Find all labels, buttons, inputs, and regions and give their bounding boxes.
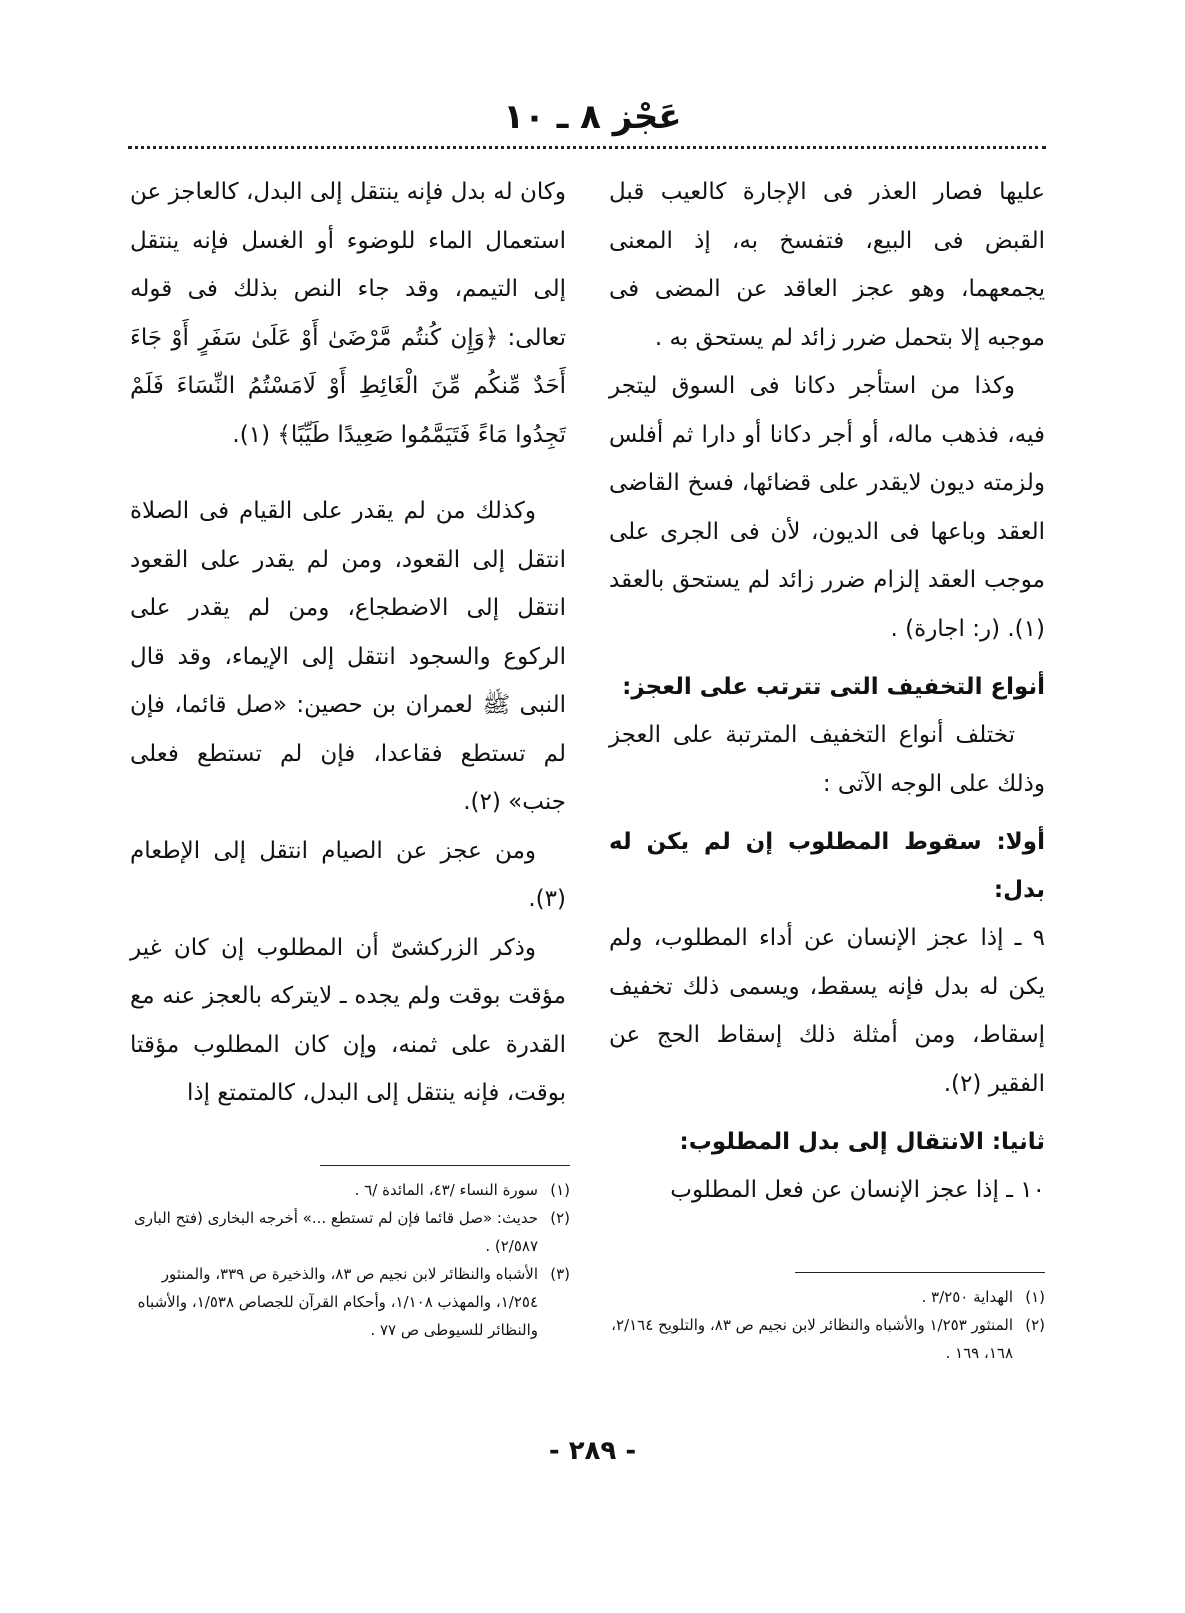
paragraph: تختلف أنواع التخفيف المترتبة على العجز وذلك على الوجه الآتى : (609, 722, 1045, 797)
right-column (609, 168, 1045, 1215)
paragraph: عليها فصار العذر فى الإجارة كالعيب قبل القبض فى البيع، فتفسخ به، إذ المعنى يجمعهما، وهو عجز العاقد عن المضى فى موجبه إلا بتحمل ضرر زائد لم يستحق به . (609, 179, 1045, 351)
paragraph: ومن عجز عن الصيام انتقل إلى الإطعام (٣). (130, 837, 566, 912)
paragraph: وكذا من استأجر دكانا فى السوق ليتجر فيه، فذهب ماله، أو أجر دكانا أو دارا ثم أفلس ولزمته ديون لايقدر على قضائها، فسخ القاضى العقد وباعها فى الديون، لأن فى الجرى على موجب العقد إلزام ضرر زائد لم يستحق بالعقد (١). (ر: اجارة) . (609, 373, 1045, 642)
paragraph: وذكر الزركشىّ أن المطلوب إن كان غير مؤقت بوقت ولم يجده ـ لايتركه بالعجز عنه مع القدرة على ثمنه، وإن كان المطلوب مؤقتا بوقت، فإنه ينتقل إلى البدل، كالمتمتع إذا (130, 934, 566, 1106)
footnotes-left (130, 1159, 570, 1344)
footnote-number: (١) (1025, 1288, 1045, 1306)
footnote (130, 1204, 570, 1260)
page-number: - ٢٨٩ - (548, 1436, 637, 1466)
paragraph: ٩ ـ إذا عجز الإنسان عن أداء المطلوب، ولم يكن له بدل فإنه يسقط، ويسمى ذلك تخفيف إسقاط، ومن أمثلة ذلك إسقاط الحج عن الفقير (٢). (609, 925, 1045, 1097)
footnote-text: حديث: «صل قائما فإن لم تستطع ...» أخرجه البخارى (فتح البارى ٢/٥٨٧) . (134, 1209, 538, 1255)
footnote-text: الهداية ٣/٢٥٠ . (921, 1288, 1013, 1306)
footnote (130, 1176, 570, 1204)
footnote-number: (٢) (1025, 1316, 1045, 1334)
paragraph: ١٠ ـ إذا عجز الإنسان عن فعل المطلوب (670, 1177, 1045, 1203)
left-column (130, 168, 566, 1118)
footnote-number: (١) (550, 1181, 570, 1199)
footnote-text: الأشباه والنظائر لابن نجيم ص ٨٣، والذخيرة ص ٣٣٩، والمنثور ١/٢٥٤، والمهذب ١/١٠٨، وأحكام القرآن للجصاص ١/٥٣٨، والأشباه والنظائر للسيوطى ص ٧٧ . (137, 1265, 538, 1339)
footnotes-right (609, 1266, 1045, 1367)
footnote-number: (٣) (550, 1265, 570, 1283)
header-divider (128, 146, 1046, 149)
footnote (609, 1283, 1045, 1311)
footnote-divider (320, 1165, 570, 1166)
page-header: عَجْز ٨ ـ ١٠ (503, 97, 682, 137)
paragraph: وكذلك من لم يقدر على القيام فى الصلاة انتقل إلى القعود، ومن لم يقدر على القعود انتقل إلى الاضطجاع، ومن لم يقدر على الركوع والسجود انتقل إلى الإيماء، وقد قال النبى ﷺ لعمران بن حصين: «صل قائما، فإن لم تستطع فقاعدا، فإن لم تستطع فعلى جنب» (٢). (130, 498, 566, 815)
footnote-text: سورة النساء /٤٣، المائدة /٦ . (354, 1181, 538, 1199)
section-heading: ثانيا: الانتقال إلى بدل المطلوب: (679, 1129, 1045, 1155)
footnote (130, 1260, 570, 1344)
section-heading: أولا: سقوط المطلوب إن لم يكن له بدل: (609, 829, 1045, 903)
section-heading: أنواع التخفيف التى تترتب على العجز: (622, 674, 1045, 700)
footnote-number: (٢) (550, 1209, 570, 1227)
paragraph: وكان له بدل فإنه ينتقل إلى البدل، كالعاجز عن استعمال الماء للوضوء أو الغسل فإنه ينتقل إلى التيمم، وقد جاء النص بذلك فى قوله تعالى: ﴿وَإِن كُنتُم مَّرْضَىٰ أَوْ عَلَىٰ سَفَرٍ أَوْ جَاءَ أَحَدٌ مِّنكُم مِّنَ الْغَائِطِ أَوْ لَامَسْتُمُ النِّسَاءَ فَلَمْ تَجِدُوا مَاءً فَتَيَمَّمُوا صَعِيدًا طَيِّبًا﴾ (١). (130, 179, 566, 448)
footnote-text: المنثور ١/٢٥٣ والأشباه والنظائر لابن نجيم ص ٨٣، والتلويح ٢/١٦٤، ١٦٨، ١٦٩ . (611, 1316, 1013, 1362)
footnote-divider (795, 1272, 1045, 1273)
footnote (609, 1311, 1045, 1367)
